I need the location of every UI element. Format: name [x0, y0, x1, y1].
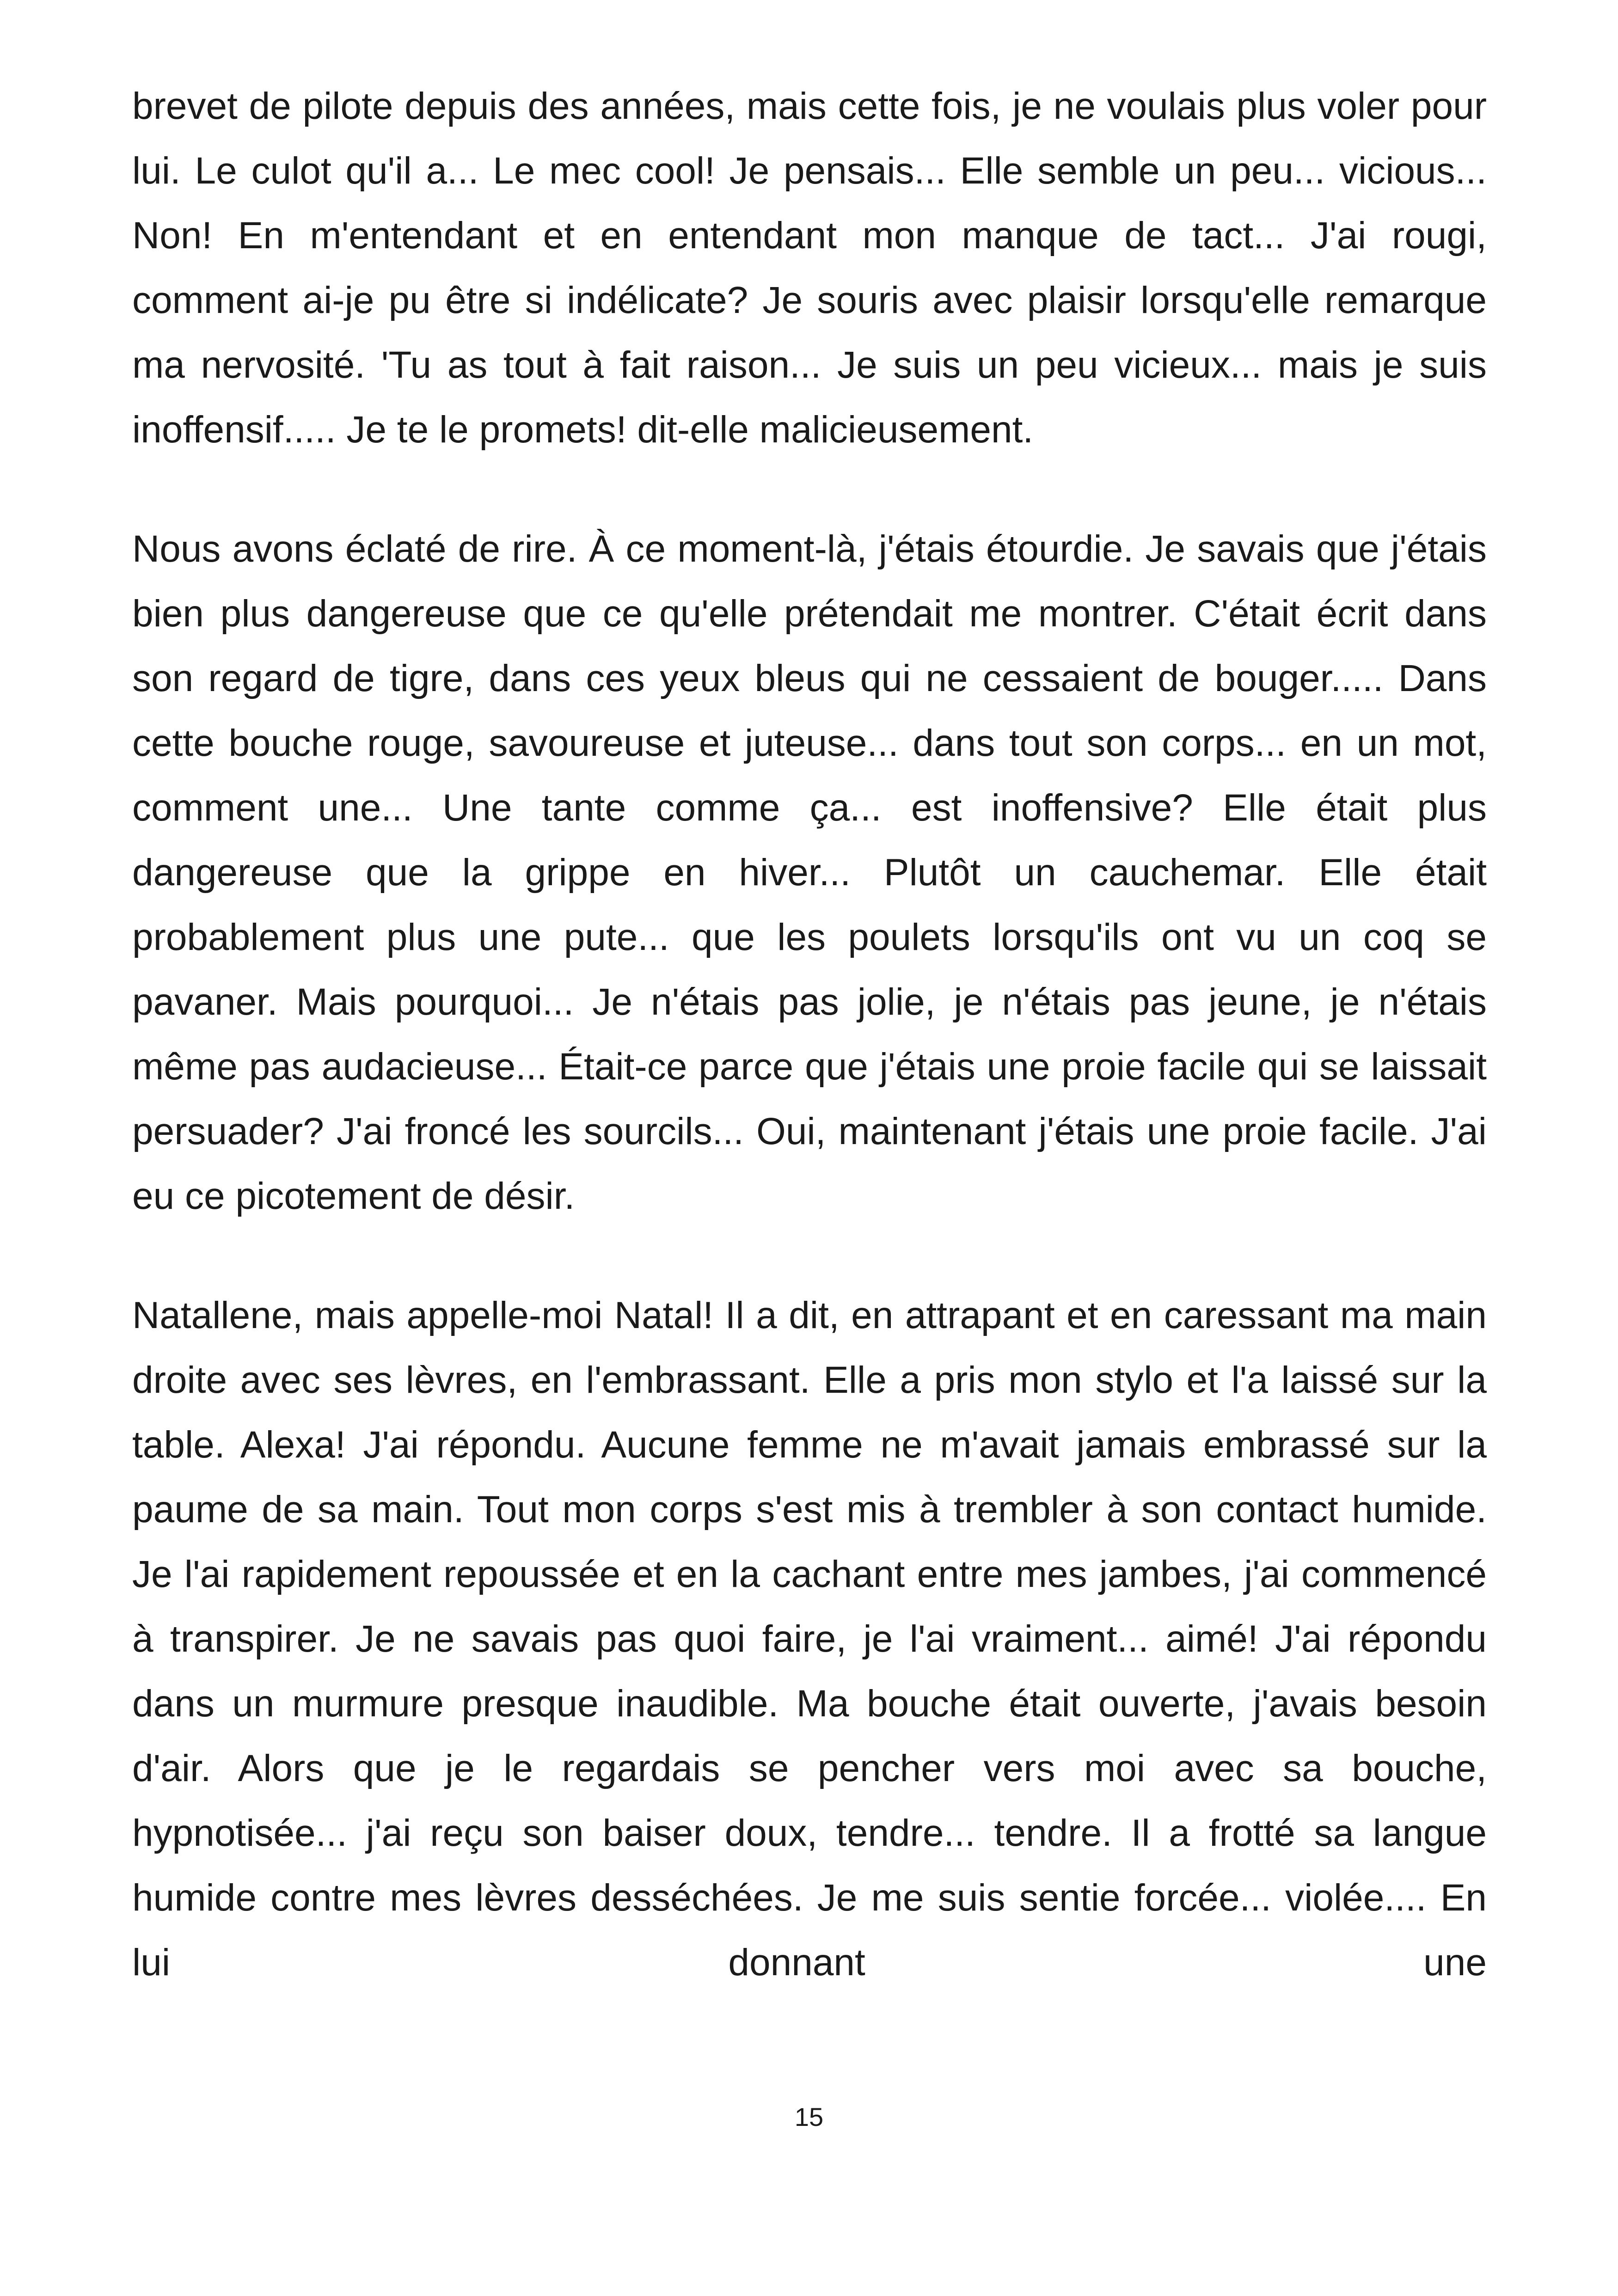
document-page — [132, 74, 1487, 2050]
paragraph-3: Natallene, mais appelle-moi Natal! Il a dit, en attrapant et en caressant ma main droite avec ses lèvres, en l'embrassant. Elle a pris mon stylo et l'a laissé sur la table. Alexa! J'ai répondu. Aucune femme ne m'avait jamais embrassé sur la paume de sa main. Tout mon corps s'est mis à trembler à son contact humide. Je l'ai rapidement repoussée et en la cachant entre mes jambes, j'ai commencé à transpirer. Je ne savais pas quoi faire, je l'ai vraiment... aimé! J'ai répondu dans un murmure presque inaudible. Ma bouche était ouverte, j'avais besoin d'air. Alors que je le regardais se pencher vers moi avec sa bouche, hypnotisée... j'ai reçu son baiser doux, tendre... tendre. Il a frotté sa langue humide contre mes lèvres desséchées. Je me suis sentie forcée... violée.... En lui donnant une — [132, 1294, 1487, 1984]
page-number: 15 — [794, 2102, 824, 2131]
paragraph-2: Nous avons éclaté de rire. À ce moment-là, j'étais étourdie. Je savais que j'étais bien plus dangereuse que ce qu'elle prétendait me montrer. C'était écrit dans son regard de tigre, dans ces yeux bleus qui ne cessaient de bouger..... Dans cette bouche rouge, savoureuse et juteuse... dans tout son corps... en un mot, comment une... Une tante comme ça... est inoffensive? Elle était plus dangereuse que la grippe en hiver... Plutôt un cauchemar. Elle était probablement plus une pute... que les poulets lorsqu'ils ont vu un coq se pavaner. Mais pourquoi... Je n'étais pas jolie, je n'étais pas jeune, je n'étais même pas audacieuse... Était-ce parce que j'étais une proie facile qui se laissait persuader? J'ai froncé les sourcils... Oui, maintenant j'étais une proie facile. J'ai eu ce picotement de désir. — [132, 528, 1487, 1217]
paragraph-1: brevet de pilote depuis des années, mais cette fois, je ne voulais plus voler pour lui. Le culot qu'il a... Le mec cool! Je pensais... Elle semble un peu... vicious... Non! En m'entendant et en entendant mon manque de tact... J'ai rougi, comment ai-je pu être si indélicate? Je souris avec plaisir lorsqu'elle remarque ma nervosité. 'Tu as tout à fait raison... Je suis un peu vicieux... mais je suis inoffensif..... Je te le promets! dit-elle malicieusement. — [132, 85, 1487, 451]
